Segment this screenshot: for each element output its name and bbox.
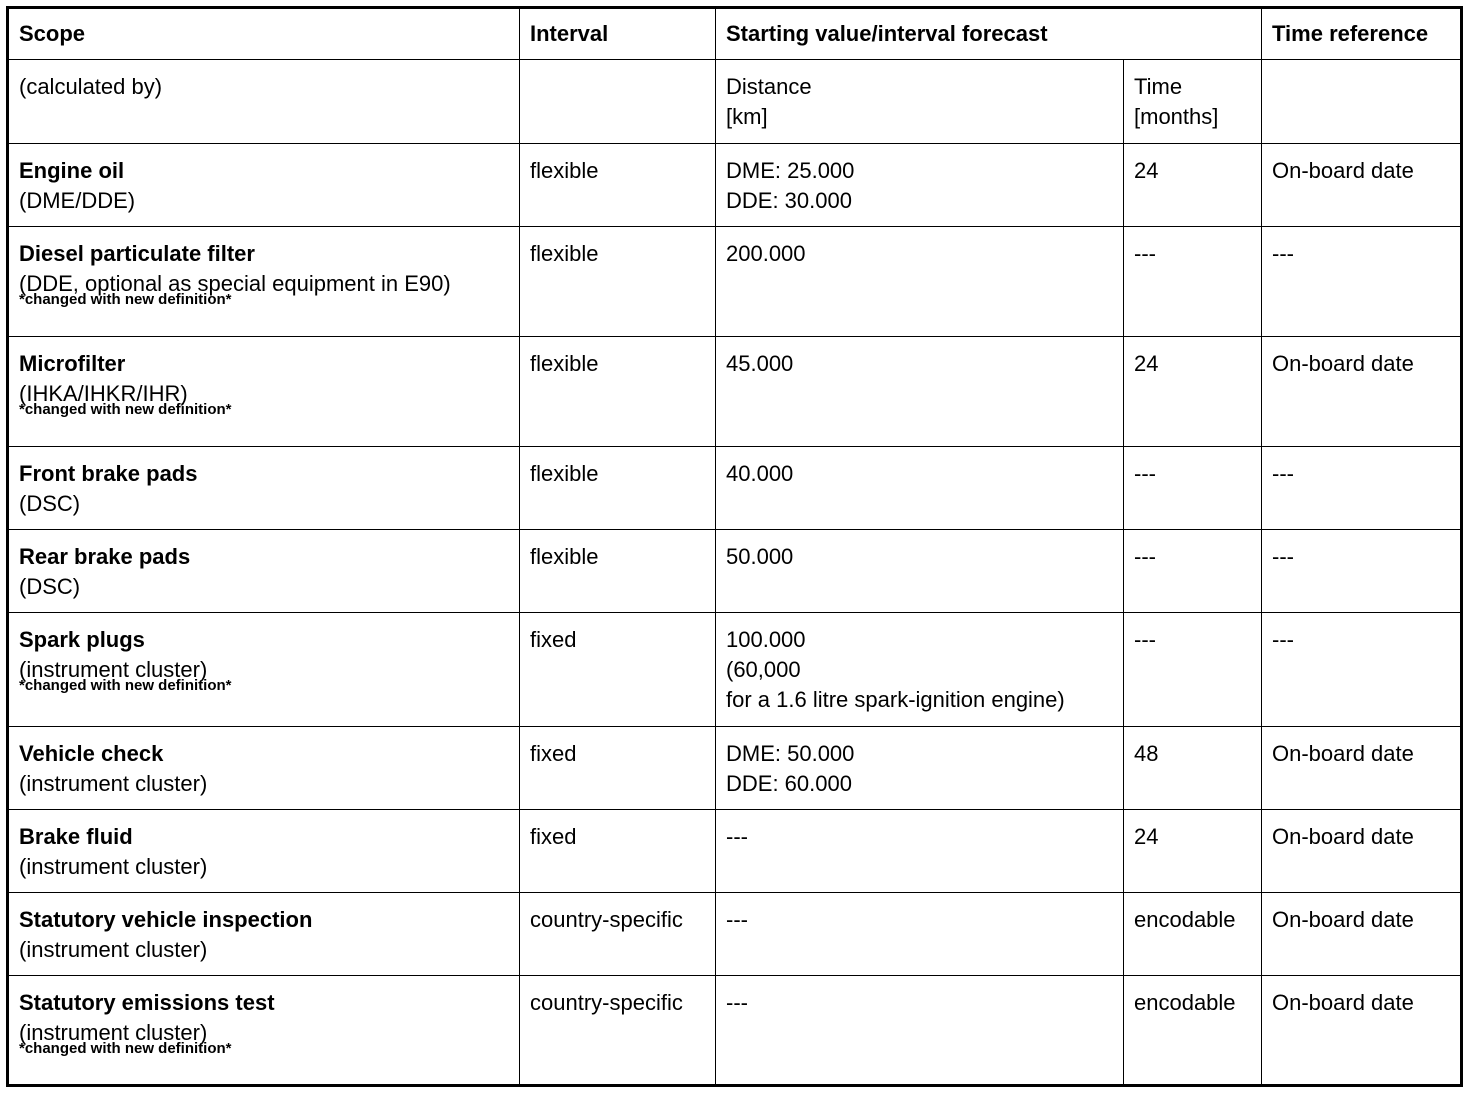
time-reference-cell: --- (1262, 227, 1462, 337)
distance-cell (716, 976, 1124, 1086)
header-time-reference: Time reference (1262, 8, 1462, 60)
subheader-ref-empty (1262, 60, 1462, 144)
time-cell: --- (1124, 227, 1262, 337)
item-title: Brake fluid (19, 824, 133, 849)
item-calculated-by: (DDE, optional as special equipment in E90) (19, 271, 451, 296)
time-reference-cell: On-board date (1262, 727, 1462, 810)
item-title: Engine oil (19, 158, 125, 183)
item-note: *changed with new definition* (19, 677, 232, 694)
distance-line: (60,000 (726, 657, 801, 682)
subheader-row (8, 60, 1462, 144)
subheader-time (1124, 60, 1262, 144)
distance-line: 100.000 (726, 627, 806, 652)
distance-line: DDE: 30.000 (726, 188, 852, 213)
distance-unit: [km] (726, 104, 768, 129)
item-calculated-by: (instrument cluster) (19, 937, 208, 962)
distance-cell (716, 727, 1124, 810)
interval-cell: flexible (520, 447, 716, 530)
scope-cell (8, 727, 520, 810)
time-cell: encodable (1124, 893, 1262, 976)
item-title: Spark plugs (19, 627, 145, 652)
table-row (8, 530, 1462, 613)
interval-cell: flexible (520, 530, 716, 613)
item-calculated-by: (instrument cluster) (19, 854, 208, 879)
time-cell: --- (1124, 613, 1262, 727)
table-row (8, 337, 1462, 447)
interval-cell: country-specific (520, 893, 716, 976)
distance-line: DME: 50.000 (726, 741, 855, 766)
time-reference-cell: On-board date (1262, 893, 1462, 976)
table-row (8, 976, 1462, 1086)
item-title: Diesel particulate filter (19, 241, 255, 266)
time-unit: [months] (1134, 104, 1219, 129)
time-reference-cell: --- (1262, 530, 1462, 613)
header-interval: Interval (520, 8, 716, 60)
service-interval-table (6, 6, 1463, 1087)
distance-line: for a 1.6 litre spark-ignition engine) (726, 687, 1065, 712)
distance-cell (716, 447, 1124, 530)
distance-line: DDE: 60.000 (726, 771, 852, 796)
distance-cell (716, 337, 1124, 447)
time-cell: encodable (1124, 976, 1262, 1086)
item-calculated-by: (instrument cluster) (19, 657, 208, 682)
item-calculated-by: (instrument cluster) (19, 1020, 208, 1045)
item-title: Statutory vehicle inspection (19, 907, 313, 932)
distance-line: 45.000 (726, 351, 794, 376)
item-title: Microfilter (19, 351, 126, 376)
item-note: *changed with new definition* (19, 1040, 232, 1057)
header-scope: Scope (8, 8, 520, 60)
distance-cell (716, 144, 1124, 227)
table-row (8, 893, 1462, 976)
subheader-calculated-by: (calculated by) (8, 60, 520, 144)
interval-cell: fixed (520, 613, 716, 727)
distance-label: Distance (726, 74, 812, 99)
scope-cell (8, 893, 520, 976)
scope-cell (8, 227, 520, 337)
item-note: *changed with new definition* (19, 291, 232, 308)
interval-cell: fixed (520, 727, 716, 810)
item-title: Statutory emissions test (19, 990, 275, 1015)
distance-cell (716, 530, 1124, 613)
time-cell: 48 (1124, 727, 1262, 810)
scope-cell (8, 613, 520, 727)
interval-cell: flexible (520, 144, 716, 227)
time-cell: 24 (1124, 144, 1262, 227)
interval-cell: flexible (520, 227, 716, 337)
table-row (8, 810, 1462, 893)
distance-line: --- (726, 824, 748, 849)
item-title: Rear brake pads (19, 544, 191, 569)
subheader-interval-empty (520, 60, 716, 144)
item-title: Front brake pads (19, 461, 198, 486)
time-reference-cell: On-board date (1262, 337, 1462, 447)
distance-line: DME: 25.000 (726, 158, 855, 183)
time-cell: --- (1124, 530, 1262, 613)
time-reference-cell: On-board date (1262, 144, 1462, 227)
item-calculated-by: (DSC) (19, 574, 81, 599)
distance-cell (716, 613, 1124, 727)
table-row (8, 613, 1462, 727)
table-row (8, 447, 1462, 530)
distance-cell (716, 810, 1124, 893)
scope-cell (8, 976, 520, 1086)
distance-line: 200.000 (726, 241, 806, 266)
distance-line: --- (726, 907, 748, 932)
time-label: Time (1134, 74, 1183, 99)
time-reference-cell: On-board date (1262, 976, 1462, 1086)
item-calculated-by: (DSC) (19, 491, 81, 516)
scope-cell (8, 337, 520, 447)
item-calculated-by: (IHKA/IHKR/IHR) (19, 381, 188, 406)
subheader-distance (716, 60, 1124, 144)
scope-cell (8, 144, 520, 227)
time-cell: 24 (1124, 810, 1262, 893)
interval-cell: flexible (520, 337, 716, 447)
scope-cell (8, 447, 520, 530)
scope-cell (8, 530, 520, 613)
distance-cell (716, 893, 1124, 976)
table-row (8, 727, 1462, 810)
distance-cell (716, 227, 1124, 337)
distance-line: --- (726, 990, 748, 1015)
table-row (8, 227, 1462, 337)
item-calculated-by: (DME/DDE) (19, 188, 136, 213)
interval-cell: fixed (520, 810, 716, 893)
time-reference-cell: On-board date (1262, 810, 1462, 893)
time-cell: 24 (1124, 337, 1262, 447)
interval-cell: country-specific (520, 976, 716, 1086)
item-note: *changed with new definition* (19, 401, 232, 418)
header-forecast: Starting value/interval forecast (716, 8, 1262, 60)
table-row (8, 144, 1462, 227)
distance-line: 40.000 (726, 461, 794, 486)
time-cell: --- (1124, 447, 1262, 530)
time-reference-cell: --- (1262, 613, 1462, 727)
header-row (8, 8, 1462, 60)
distance-line: 50.000 (726, 544, 794, 569)
item-title: Vehicle check (19, 741, 164, 766)
time-reference-cell: --- (1262, 447, 1462, 530)
scope-cell (8, 810, 520, 893)
item-calculated-by: (instrument cluster) (19, 771, 208, 796)
